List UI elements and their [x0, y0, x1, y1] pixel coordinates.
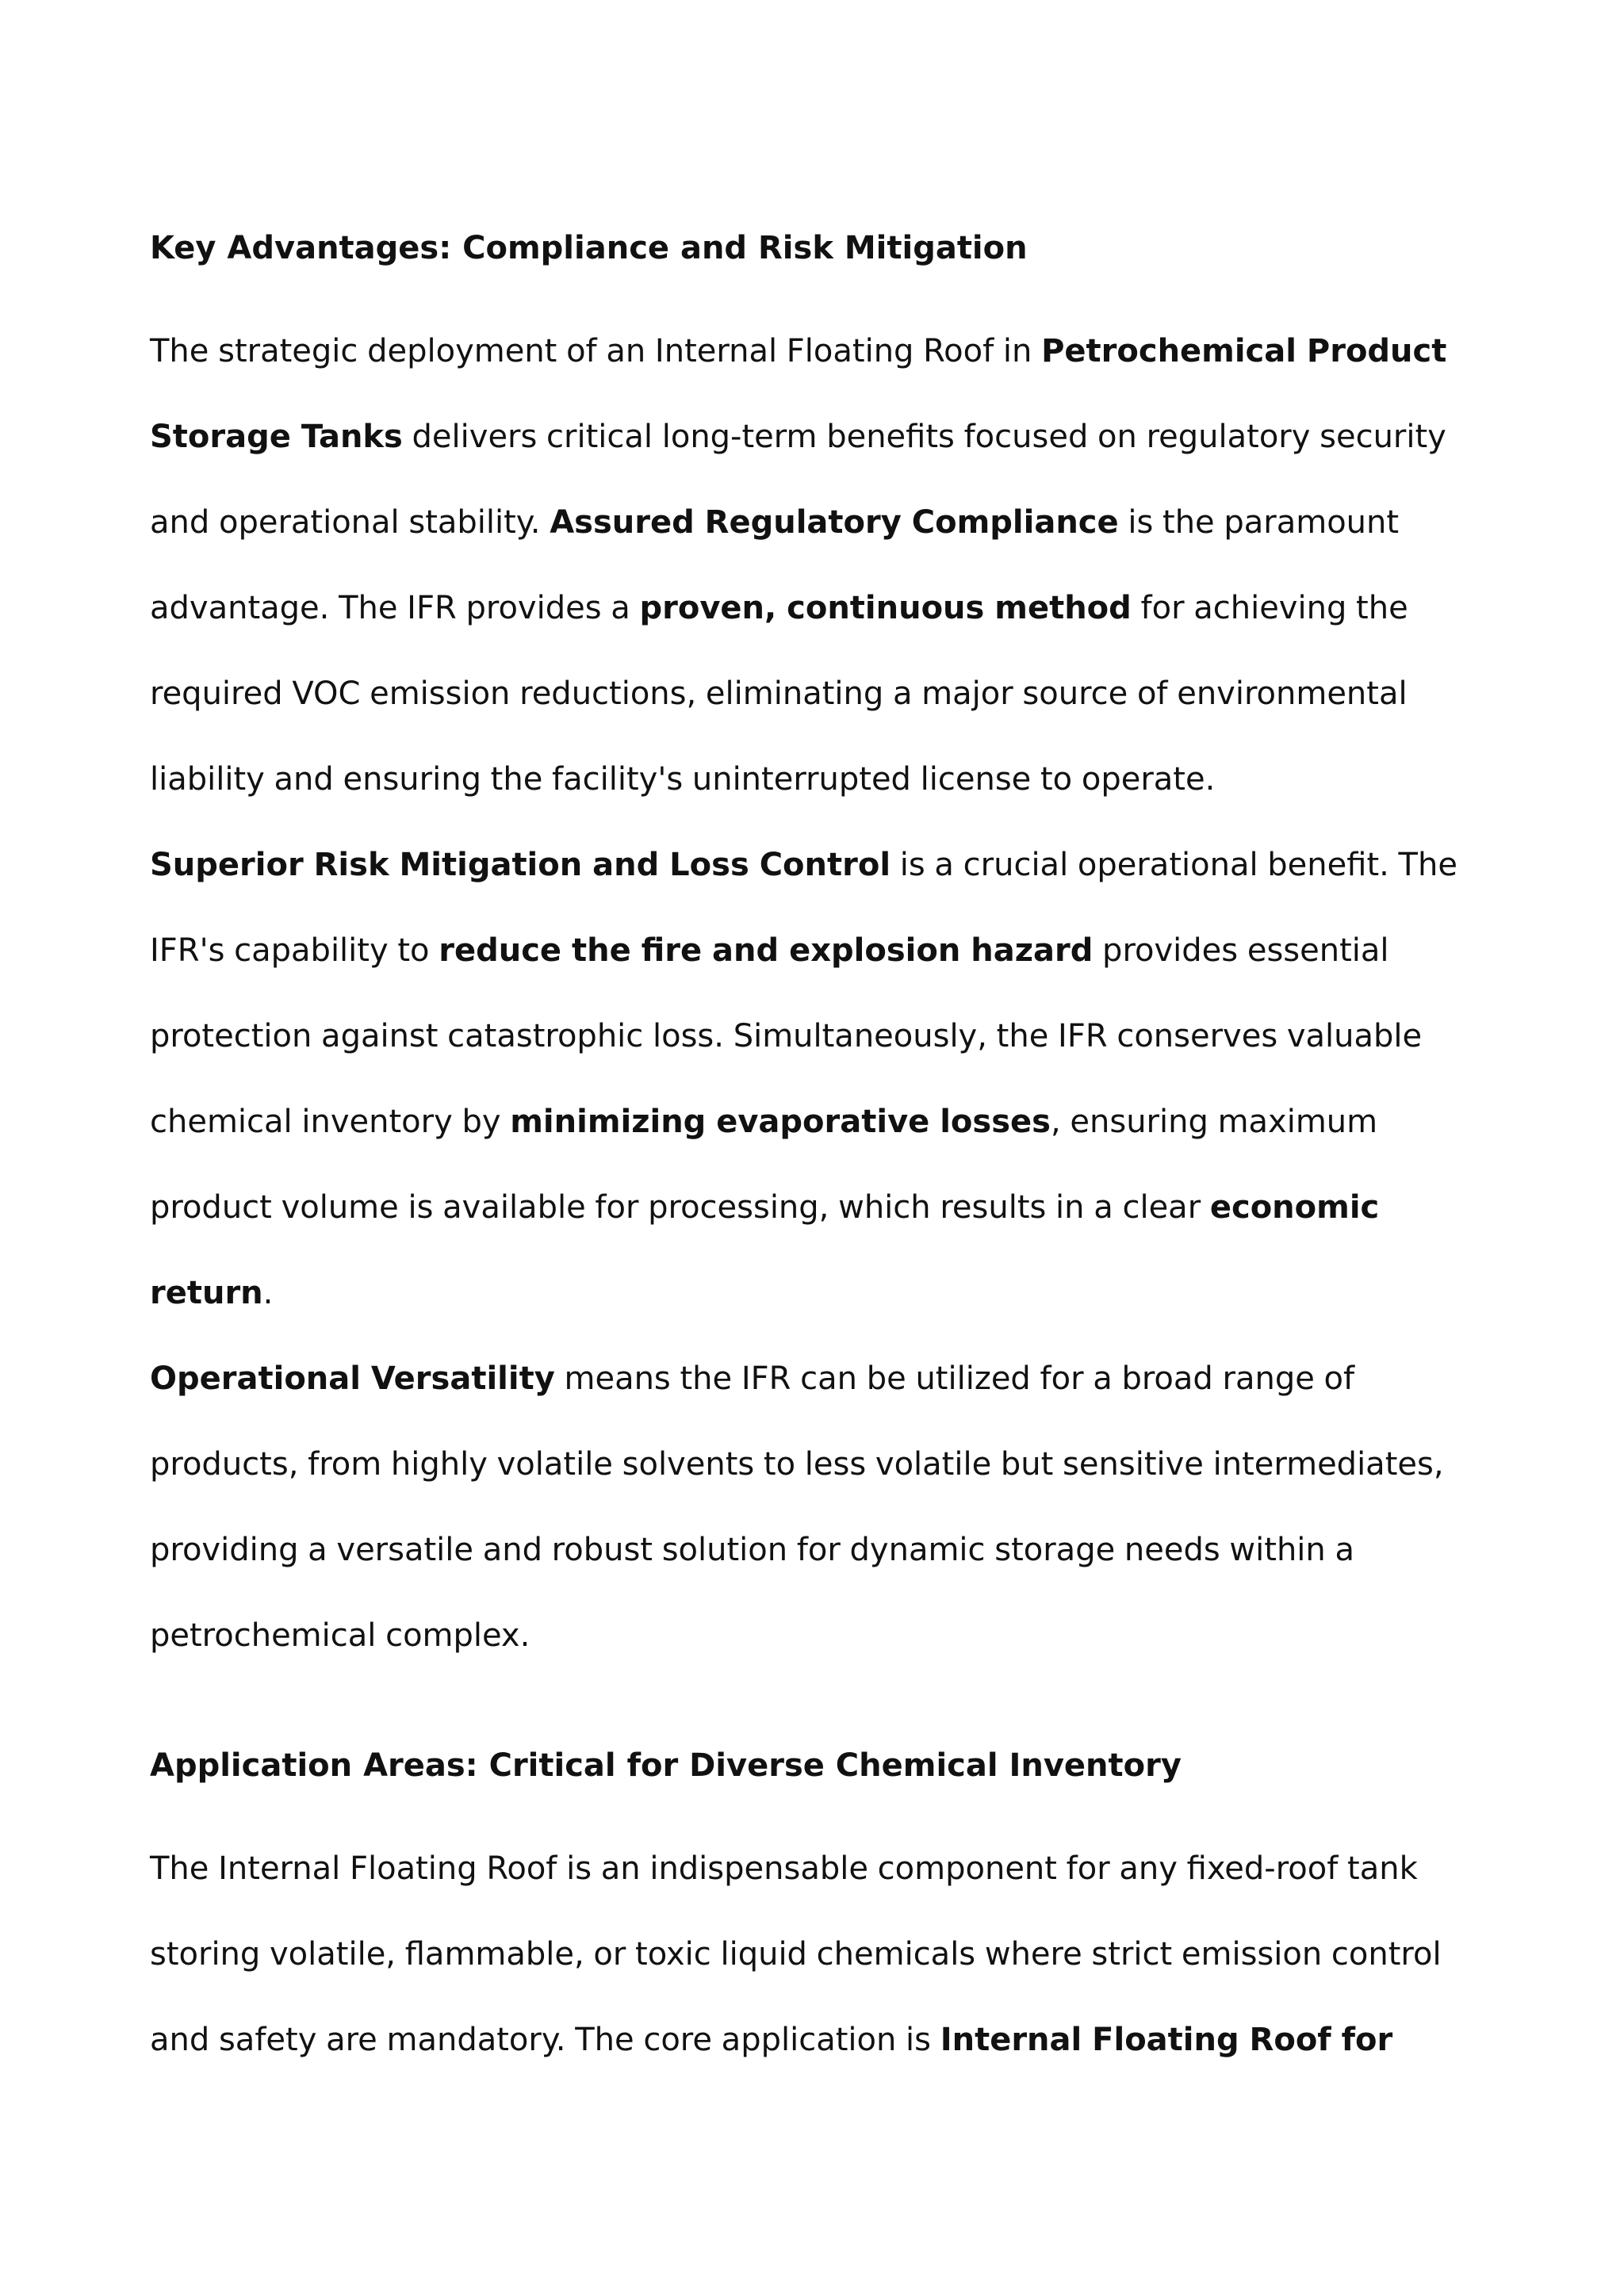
- bold-phrase: reduce the fire and explosion hazard: [439, 932, 1094, 969]
- bold-phrase: minimizing evaporative losses: [510, 1104, 1051, 1140]
- bold-phrase: Petrochemical Product Storage Tanks: [150, 333, 1447, 455]
- document-body: [150, 228, 1490, 2083]
- bold-phrase: Internal Floating Roof for: [940, 2022, 1393, 2058]
- paragraph-application-core: [150, 1826, 1490, 2083]
- paragraph-text: for achieving the required VOC emission reductions, eliminating a major source of environmental liability and ensuring the facility's uninterrupted license to operate.: [150, 590, 1408, 798]
- paragraph-text: is the paramount advantage. The IFR provides a: [150, 504, 1400, 626]
- paragraph-text: , ensuring maximum product volume is available for processing, which results in a clear: [150, 1104, 1378, 1226]
- bold-phrase: Assured Regulatory Compliance: [550, 504, 1119, 541]
- bold-phrase: Superior Risk Mitigation and Loss Control: [150, 847, 891, 883]
- section-heading-key-advantages: Key Advantages: Compliance and Risk Mitigation: [150, 230, 1028, 266]
- paragraph-text: provides essential protection against catastrophic loss. Simultaneously, the IFR conserves valuable chemical inventory by: [150, 932, 1423, 1140]
- paragraph-text: .: [262, 1275, 274, 1311]
- bold-phrase: economic return: [150, 1189, 1380, 1311]
- paragraph-text: delivers critical long-term benefits focused on regulatory security and operational stability.: [150, 419, 1446, 541]
- paragraph-regulatory-compliance: [150, 308, 1490, 822]
- paragraph-text: means the IFR can be utilized for a broad range of products, from highly volatile solvents to less volatile but sensitive intermediates, providing a versatile and robust solution for dynamic storage needs within a petrochemical complex.: [150, 1360, 1444, 1654]
- bold-phrase: Operational Versatility: [150, 1360, 555, 1397]
- paragraph-text: The strategic deployment of an Internal Floating Roof in: [150, 333, 1042, 369]
- section-heading-application-areas: Application Areas: Critical for Diverse Chemical Inventory: [150, 1747, 1182, 1784]
- paragraph-operational-versatility: [150, 1336, 1490, 1678]
- paragraph-text: The Internal Floating Roof is an indispensable component for any fixed-roof tank storing volatile, flammable, or toxic liquid chemicals where strict emission control and safety are mandatory. The core application is: [150, 1850, 1442, 2058]
- bold-phrase: proven, continuous method: [639, 590, 1132, 626]
- paragraph-risk-mitigation: [150, 822, 1490, 1336]
- paragraph-text: is a crucial operational benefit. The IFR's capability to: [150, 847, 1457, 969]
